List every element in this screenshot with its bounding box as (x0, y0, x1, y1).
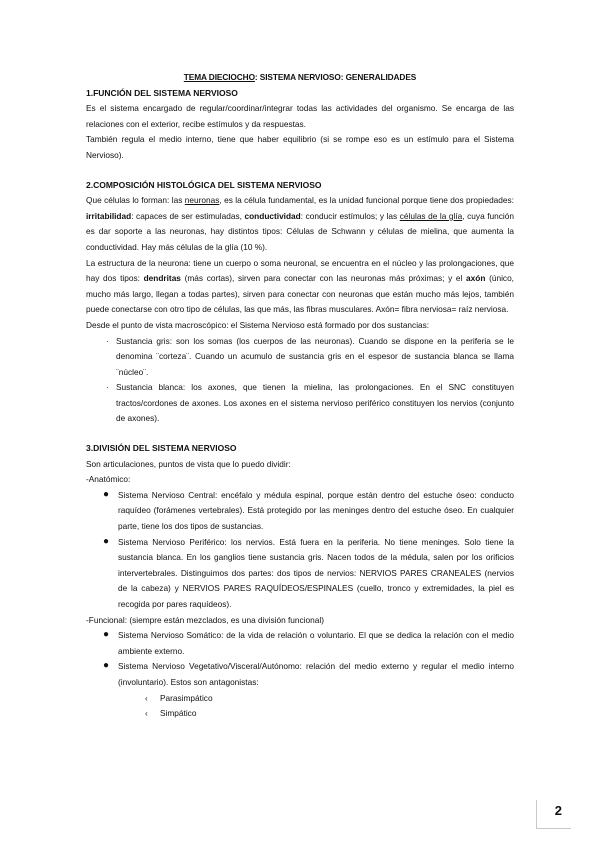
list-item: ● Sistema Nervioso Vegetativo/Visceral/Autónomo: relación del medio externo y regular el medio interno (involuntario). Estos son antagonistas: (103, 660, 514, 687)
section-2-paragraph-1: Que células lo forman: las neuronas, es la célula fundamental, es la unidad funcional porque tiene dos propiedades: irritabilidad: capaces de ser estimuladas, conductividad: conducir estímulos; y las células de la glía, cuya función es dar soporte a las neuronas, hay distintos tipos: Células de Schwann y células de mielina, que aumenta la conductividad. Hay más células de la glía (10 %). (86, 195, 514, 252)
term-axon: axón (466, 273, 486, 284)
list-item: ‹ Simpático (86, 706, 514, 722)
section-1-paragraph-2: También regula el medio interno, tiene que haber equilibrio (si se rompe eso es un estímulo para el Sistema Nervioso). (86, 134, 514, 160)
section-2-heading: 2.COMPOSICIÓN HISTOLÓGICA DEL SISTEMA NERVIOSO (86, 179, 322, 190)
sub-marker: ‹ (145, 709, 148, 719)
list-item: ● Sistema Nervioso Periférico: los nervios. Está fuera en la periferia. No tiene meninges. Solo tiene la sustancia blanca. En los ganglios tiene sustancia gris. Nacen todos de la médula, salen por los orificios intervertebrales. Distinguimos dos partes: dos tipos de nervios: NERVIOS PARES CRANEALES (nervios de la cabeza) y NERVIOS PARES RAQUÍDEOS/ESPINALES (cuello, tronco y extremidades, la piel es recogida por pares raquídeos). (103, 535, 514, 609)
functional-label: -Funcional: (siempre están mezclados, es una división funcional) (86, 614, 324, 625)
page-number-box (536, 800, 571, 829)
document-page (86, 70, 514, 722)
dot-marker: · (106, 383, 109, 393)
term-irritabilidad: irritabilidad (86, 210, 132, 221)
document-title: TEMA DIECIOCHO: SISTEMA NERVIOSO: GENERALIDADES (183, 72, 417, 82)
substance-list (86, 334, 514, 428)
section-2-paragraph-3: Desde el punto de vista macroscópico: el Sistema Nervioso está formado por dos sustancias: (86, 319, 430, 330)
list-item: · Sustancia blanca: los axones, que tienen la mielina, las prolongaciones. En el SNC constituyen tractos/cordones de axones. Los axones en el sistema nervioso periférico constituyen los nervios (conjunto de axones). (106, 382, 514, 424)
list-item: ‹ Parasimpático (86, 691, 514, 707)
anatomic-list (86, 488, 514, 613)
section-1-heading: 1.FUNCIÓN DEL SISTEMA NERVIOSO (86, 87, 238, 98)
bullet-marker: ● (103, 629, 110, 641)
bullet-marker: ● (103, 660, 110, 672)
sub-marker: ‹ (145, 693, 148, 703)
bullet-marker: ● (103, 535, 110, 547)
section-3-intro: Son articulaciones, puntos de vista que lo puedo dividir: (86, 458, 291, 469)
anatomic-label: -Anatómico: (86, 474, 131, 485)
term-conductividad: conductividad (244, 210, 301, 221)
page-number: 2 (554, 803, 562, 818)
functional-list (86, 628, 514, 690)
list-item: ● Sistema Nervioso Central: encéfalo y médula espinal, porque están dentro del estuche óseo: conducto raquídeo (forámenes vertebrales). Está protegido por las meninges dentro del estuche óseo. En cualquier parte, tiene los dos tipos de sustancias. (103, 488, 514, 532)
term-dendritas: dendritas (143, 273, 181, 284)
list-item: · Sustancia gris: son los somas (los cuerpos de las neuronas). Cuando se dispone en la periferia se le denomina ¨corteza¨. Cuando un acumulo de sustancia gris en el espesor de sustancia blanca se llama ¨núcleo¨. (106, 335, 514, 377)
section-3-heading: 3.DIVISIÓN DEL SISTEMA NERVIOSO (86, 443, 237, 454)
section-1-paragraph-1: Es el sistema encargado de regular/coordinar/integrar todas las actividades del organismo. Se encarga de las relaciones con el exterior, recibe estímulos y da respuestas. (86, 103, 514, 129)
term-neuronas: neuronas (184, 195, 220, 206)
term-glia: células de la glía (399, 210, 463, 221)
section-2-paragraph-2: La estructura de la neurona: tiene un cuerpo o soma neuronal, se encuentra en el núcleo y las prolongaciones, que hay dos tipos: dendritas (más cortas), sirven para conectar con las neuronas más próximas; y el axón (único, mucho más largo, llegan a todas partes), sirven para conectar con neuronas que están mucho más lejos, también puede conectarse con otro tipo de células, las que más, las fibras musculares. Axón= fibra nerviosa= raíz nerviosa. (86, 257, 514, 315)
list-item: ● Sistema Nervioso Somático: de la vida de relación o voluntario. El que se dedica la relación con el medio ambiente externo. (103, 629, 514, 656)
autonomic-sublist (86, 691, 514, 722)
bullet-marker: ● (103, 488, 110, 500)
dot-marker: · (106, 336, 109, 346)
